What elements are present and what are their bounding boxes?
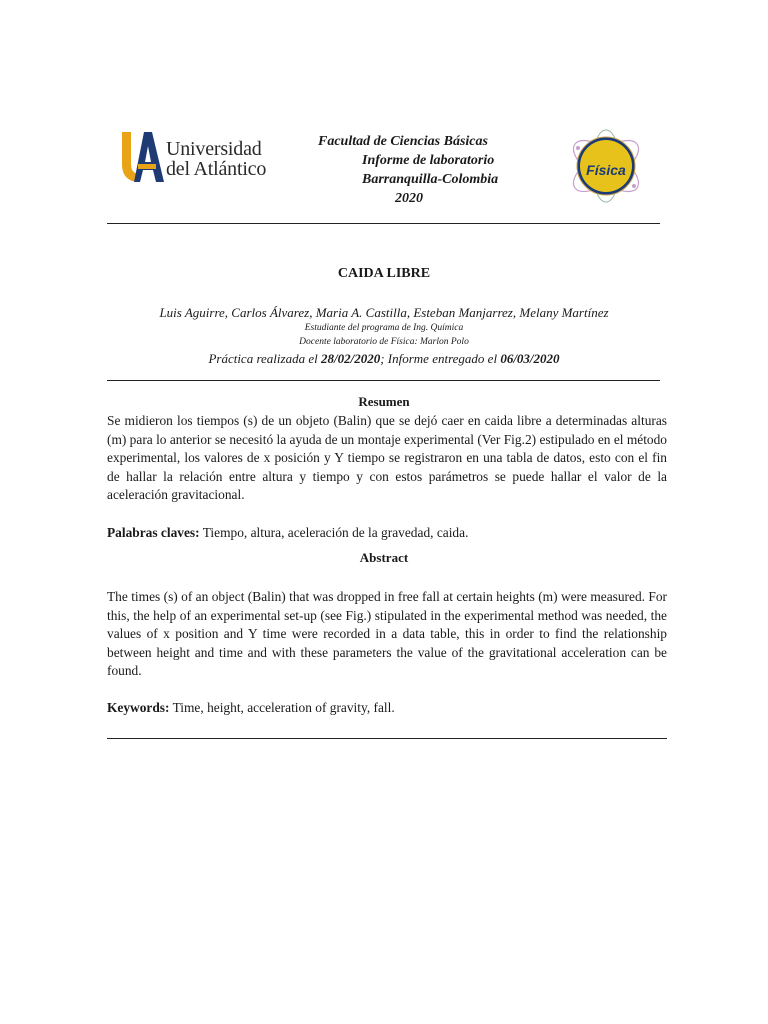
authors: Luis Aguirre, Carlos Álvarez, Maria A. Castilla, Esteban Manjarrez, Melany Martínez xyxy=(159,305,609,320)
header-divider xyxy=(107,223,660,224)
practice-middle: ; Informe entregado el xyxy=(380,351,501,366)
palabras-claves-text: Tiempo, altura, aceleración de la gravedad, caida. xyxy=(199,525,469,540)
footer-divider xyxy=(107,738,667,739)
keywords xyxy=(107,700,395,716)
university-logo-mark xyxy=(120,128,164,186)
meta-divider xyxy=(107,380,660,381)
report-type: Informe de laboratorio xyxy=(362,153,495,168)
university-logo-line2: del Atlántico xyxy=(166,158,267,180)
abstract-heading: Abstract xyxy=(359,550,409,565)
keywords-label: Keywords: xyxy=(107,700,170,715)
practice-performed-date: 28/02/2020 xyxy=(320,351,381,366)
abstract-text: The times (s) of an object (Balin) that was dropped in free fall at certain heights (m) were measured. For this, the help of an experimental set-up (see Fig.) stipulated in the experimental method was needed, the values of x position and Y time were recorded in a data table, this in order to find the relationship between height and time and with these parameters the value of the gravitational acceleration can be found. xyxy=(107,589,667,678)
resumen-text: Se midieron los tiempos (s) de un objeto (Balin) que se dejó caer en caida libre a determinadas alturas (m) para lo anterior se necesitó la ayuda de un montaje experimental (Ver Fig.2) estipulado en el método experimental, los valores de x posición y Y tiempo se registraron en una tabla de datos, esto con el fin de hallar la relación entre altura y tiempo y con estos parámetros se puede hallar el valor de la aceleración gravitacional. xyxy=(107,413,667,502)
year: 2020 xyxy=(395,191,423,206)
practice-prefix: Práctica realizada el xyxy=(208,351,321,366)
student-program: Estudiante del programa de Ing. Química xyxy=(304,323,464,333)
instructor: Docente laboratorio de Física: Marlon Polo xyxy=(299,337,469,347)
university-logo-line1: Universidad xyxy=(166,138,262,160)
palabras-claves-label: Palabras claves: xyxy=(107,525,200,540)
faculty-name: Facultad de Ciencias Básicas xyxy=(318,134,488,149)
practice-dates xyxy=(0,351,768,367)
paper-title: CAIDA LIBRE xyxy=(337,266,431,281)
resumen-heading: Resumen xyxy=(358,394,410,409)
city: Barranquilla-Colombia xyxy=(362,172,499,187)
practice-delivered-date: 06/03/2020 xyxy=(500,351,560,366)
physics-logo xyxy=(566,126,646,206)
palabras-claves xyxy=(107,525,468,541)
physics-logo-text: Física xyxy=(586,162,626,178)
university-logo xyxy=(120,128,267,186)
keywords-text: Time, height, acceleration of gravity, fall. xyxy=(169,700,395,715)
